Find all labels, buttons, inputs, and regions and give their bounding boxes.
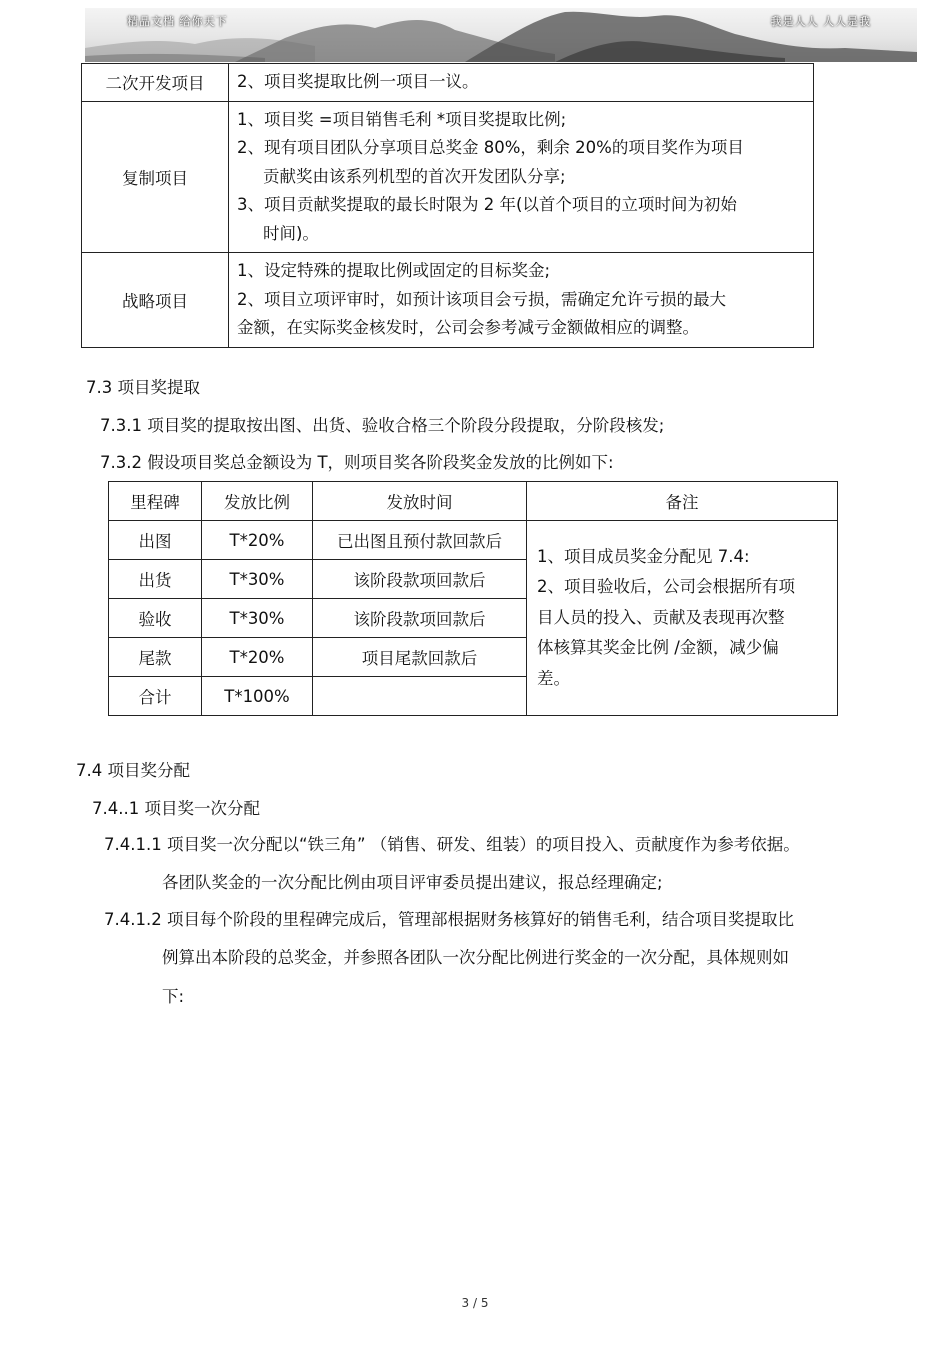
header-left-text: 精品文档 给你天下	[127, 15, 228, 28]
row-content	[229, 253, 814, 348]
table-cell: 出货	[109, 560, 202, 599]
table-cell: 出图	[109, 521, 202, 560]
table-cell: T*30%	[202, 560, 313, 599]
table-cell: T*30%	[202, 599, 313, 638]
note-line: 差。	[537, 668, 570, 688]
column-header: 里程碑	[109, 482, 202, 521]
table-cell: 验收	[109, 599, 202, 638]
table-row	[82, 253, 814, 348]
table-cell: 已出图且预付款回款后	[313, 521, 527, 560]
row-content	[229, 101, 814, 253]
row-label: 二次开发项目	[82, 64, 229, 102]
project-type-table	[81, 63, 814, 348]
table-cell: T*20%	[202, 638, 313, 677]
table-cell: T*100%	[202, 677, 313, 716]
header-banner	[85, 8, 917, 62]
table-cell: 该阶段款项回款后	[313, 599, 527, 638]
column-header: 发放时间	[313, 482, 527, 521]
page-number: 3 / 5	[461, 1296, 489, 1310]
note-line: 2、项目验收后，公司会根据所有项	[537, 577, 795, 597]
sub-heading-7-4-1: 7.4..1 项目奖一次分配	[92, 799, 260, 818]
content-line: 1、设定特殊的提取比例或固定的目标奖金;	[237, 261, 551, 280]
content-line: 时间)。	[263, 223, 319, 243]
table-header-row	[109, 482, 838, 521]
note-line: 体核算其奖金比例 /金额，减少偏	[537, 638, 779, 658]
content-line: 2、项目奖提取比例一项目一议。	[237, 72, 479, 91]
content-line: 贡献奖由该系列机型的首次开发团队分享;	[263, 166, 566, 186]
table-row	[82, 101, 814, 253]
table-cell: 该阶段款项回款后	[313, 560, 527, 599]
content-line: 2、项目立项评审时，如预计该项目会亏损，需确定允许亏损的最大	[237, 289, 726, 309]
note-cell	[527, 521, 838, 716]
row-content	[229, 64, 814, 102]
section-heading-7-4: 7.4 项目奖分配	[76, 761, 190, 780]
table-cell: 尾款	[109, 638, 202, 677]
column-header: 备注	[527, 482, 838, 521]
table-row	[109, 521, 838, 560]
content-line: 金额，在实际奖金核发时，公司会参考减亏金额做相应的调整。	[237, 318, 699, 337]
paragraph-7-4-1-1: 7.4.1.1 项目奖一次分配以“铁三角” （销售、研发、组装）的项目投入、贡献度作为参考依据。	[104, 835, 800, 854]
paragraph-7-3-2: 7.3.2 假设项目奖总金额设为 T，则项目奖各阶段奖金发放的比例如下:	[100, 453, 614, 472]
row-label: 战略项目	[82, 253, 229, 348]
paragraph-7-4-1-2-cont: 例算出本阶段的总奖金，并参照各团队一次分配比例进行奖金的一次分配，具体规则如	[162, 948, 789, 967]
paragraph-7-4-1-2: 7.4.1.2 项目每个阶段的里程碑完成后，管理部根据财务核算好的销售毛利，结合项目奖提取比	[104, 910, 794, 929]
table-cell	[313, 677, 527, 716]
table-cell: 项目尾款回款后	[313, 638, 527, 677]
column-header: 发放比例	[202, 482, 313, 521]
table-row	[82, 64, 814, 102]
table-cell: 合计	[109, 677, 202, 716]
content-line: 1、项目奖 =项目销售毛利 *项目奖提取比例;	[237, 109, 567, 129]
note-line: 1、项目成员奖金分配见 7.4:	[537, 546, 750, 566]
content-line: 3、项目贡献奖提取的最长时限为 2 年(以首个项目的立项时间为初始	[237, 195, 737, 214]
table-cell: T*20%	[202, 521, 313, 560]
row-label: 复制项目	[82, 101, 229, 253]
section-heading-7-3: 7.3 项目奖提取	[86, 378, 200, 397]
header-right-text: 我是人人 人人是我	[770, 15, 871, 28]
note-line: 目人员的投入、贡献及表现再次整	[537, 607, 785, 627]
paragraph-7-4-1-1-cont: 各团队奖金的一次分配比例由项目评审委员提出建议，报总经理确定;	[162, 873, 663, 892]
content-line: 2、现有项目团队分享项目总奖金 80%，剩余 20%的项目奖作为项目	[237, 138, 744, 157]
paragraph-7-3-1: 7.3.1 项目奖的提取按出图、出货、验收合格三个阶段分段提取，分阶段核发;	[100, 416, 665, 435]
milestone-table	[108, 481, 838, 716]
paragraph-7-4-1-2-end: 下:	[162, 987, 185, 1006]
